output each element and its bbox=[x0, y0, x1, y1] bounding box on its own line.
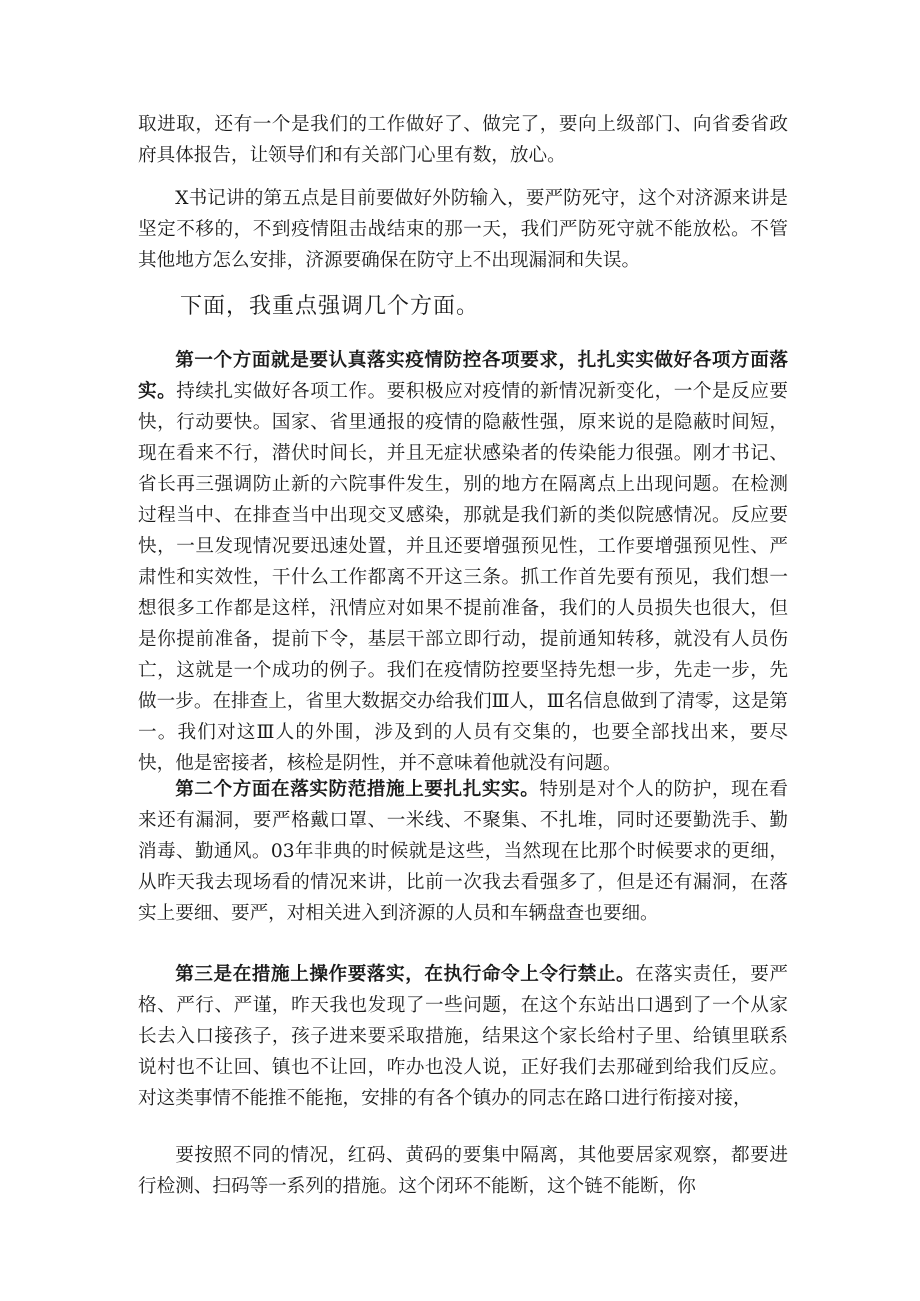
paragraph-measures bbox=[138, 1140, 788, 1202]
section-heading: 下面，我重点强调几个方面。 bbox=[180, 294, 480, 319]
paragraph-fifth-point bbox=[138, 183, 788, 276]
paragraph-continuation bbox=[138, 109, 788, 171]
paragraph-lead: 第三是在措施上操作要落实，在执行命令上令行禁止。 bbox=[175, 964, 636, 985]
paragraph-text: X书记讲的第五点是目前要做好外防输入，要严防死守，这个对济源来讲是坚定不移的，不到疫情阻击战结束的那一天，我们严防死守就不能放松。不管其他地方怎么安排，济源要确保在防守上不出现漏洞和失误。 bbox=[138, 188, 788, 271]
paragraph-text: 取进取，还有一个是我们的工作做好了、做完了，要向上级部门、向省委省政府具体报告，让领导们和有关部门心里有数，放心。 bbox=[138, 114, 788, 166]
paragraph-lead: 第二个方面在落实防范措施上要扎扎实实。 bbox=[175, 779, 540, 800]
paragraph-first-aspect bbox=[138, 345, 788, 779]
paragraph-text: 要按照不同的情况，红码、黄码的要集中隔离，其他要居家观察，都要进行检测、扫码等一系列的措施。这个闭环不能断，这个链不能断，你 bbox=[138, 1145, 788, 1197]
paragraph-text: 在落实责任，要严格、严行、严谨，昨天我也发现了一些问题，在这个东站出口遇到了一个从家长去入口接孩子，孩子进来要采取措施，结果这个家长给村子里、给镇里联系说村也不让回、镇也不让回，咋办也没人说，正好我们去那碰到给我们反应。对这类事情不能推不能拖，安排的有各个镇办的同志在路口进行衔接对接， bbox=[138, 964, 788, 1109]
paragraph-text: 持续扎实做好各项工作。要积极应对疫情的新情况新变化，一个是反应要快，行动要快。国家、省里通报的疫情的隐蔽性强，原来说的是隐蔽时间短，现在看来不行，潜伏时间长，并且无症状感染者的传染能力很强。刚才书记、省长再三强调防止新的六院事件发生，别的地方在隔离点上出现问题。在检测过程当中、在排查当中出现交叉感染，那就是我们新的类似院感情况。反应要快，一旦发现情况要迅速处置，并且还要增强预见性，工作要增强预见性、严肃性和实效性，干什么工作都离不开这三条。抓工作首先要有预见，我们想一想很多工作都是这样，汛情应对如果不提前准备，我们的人员损失也很大，但是你提前准备，提前下令，基层干部立即行动，提前通知转移，就没有人员伤亡，这就是一个成功的例子。我们在疫情防控要坚持先想一步，先走一步，先做一步。在排查上，省里大数据交办给我们Ⅲ人，Ⅲ名信息做到了清零，这是第一。我们对这Ⅲ人的外围，涉及到的人员有交集的，也要全部找出来，要尽快，他是密接者，核检是阴性，并不意味着他就没有问题。 bbox=[138, 381, 788, 774]
paragraph-second-aspect bbox=[138, 774, 788, 929]
paragraph-text: 特别是对个人的防护，现在看来还有漏洞，要严格戴口罩、一米线、不聚集、不扎堆，同时还要勤洗手、勤消毒、勤通风。03年非典的时候就是这些，当然现在比那个时候要求的更细，从昨天我去现场看的情况来讲，比前一次我去看强多了，但是还有漏洞，在落实上要细、要严，对相关进入到济源的人员和车辆盘查也要细。 bbox=[138, 779, 788, 924]
paragraph-lead: 第一个方面就是要认真落实疫情防控各项要求，扎扎实实做好各项方面落实。 bbox=[138, 350, 788, 402]
paragraph-third-aspect bbox=[138, 959, 788, 1114]
